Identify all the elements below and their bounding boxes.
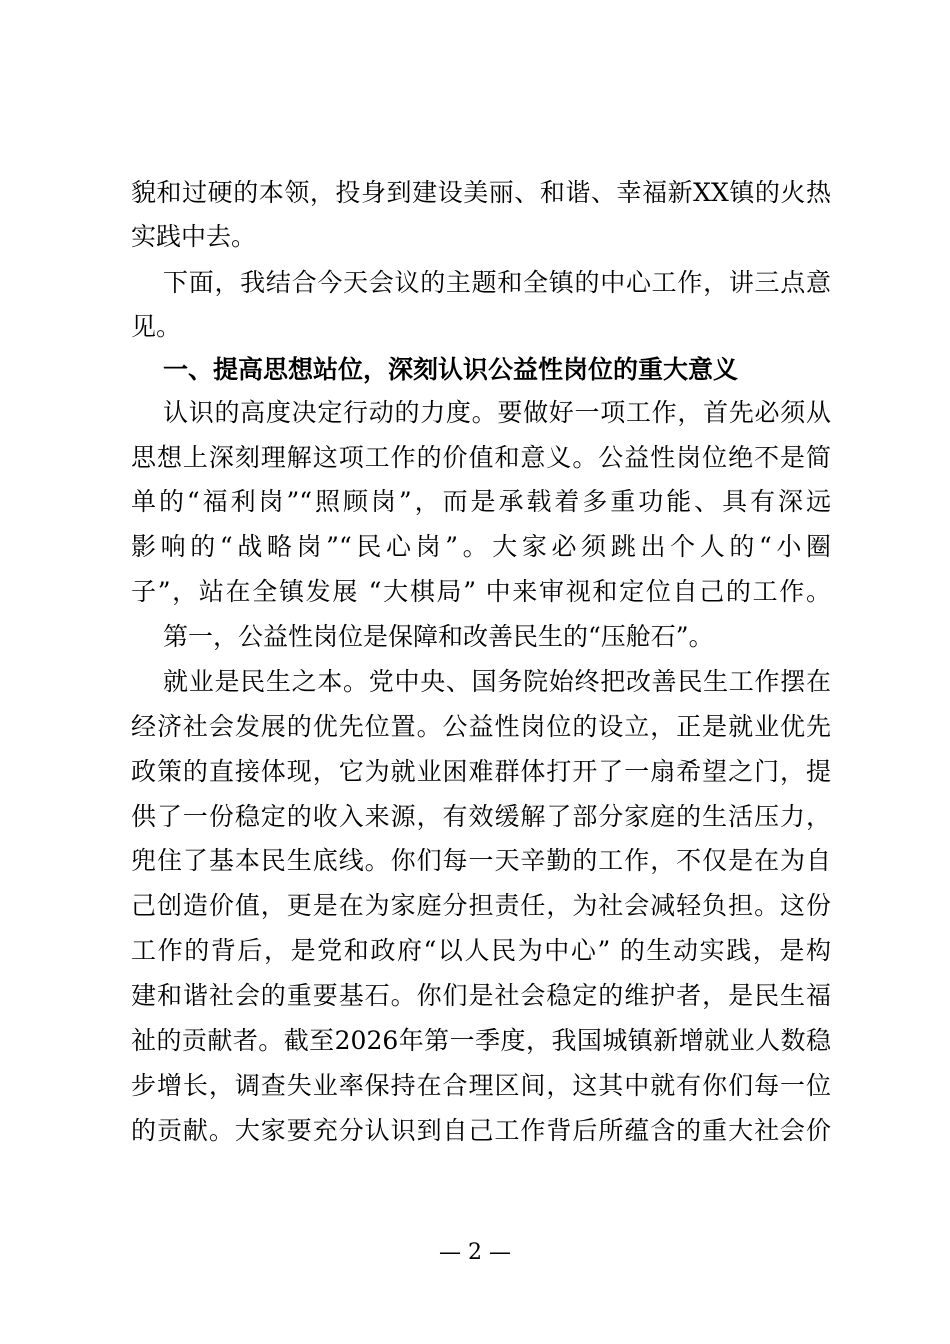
page-number: — 2 — — [439, 1240, 511, 1265]
text-line: 影响的“战略岗”“民心岗”。大家必须跳出个人的“小圈 — [131, 532, 831, 561]
text-line: 下面，我结合今天会议的主题和全镇的中心工作，讲三点意 — [163, 268, 831, 297]
section-heading: 一、提高思想站位，深刻认识公益性岗位的重大意义 — [163, 355, 739, 384]
text-line: 的贡献。大家要充分认识到自己工作背后所蕴含的重大社会价 — [131, 1116, 831, 1145]
text-line: 认识的高度决定行动的力度。要做好一项工作，首先必须从 — [163, 398, 831, 427]
text-line: 工作的背后，是党和政府“以人民为中心” 的生动实践，是构 — [131, 936, 831, 965]
text-line: 建和谐社会的重要基石。你们是社会稳定的维护者，是民生福 — [131, 981, 831, 1010]
text-line: 供了一份稳定的收入来源，有效缓解了部分家庭的生活压力， — [131, 802, 831, 831]
text-line: 兜住了基本民生底线。你们每一天辛勤的工作，不仅是在为自 — [131, 846, 831, 875]
text-line: 貌和过硬的本领，投身到建设美丽、和谐、幸福新XX镇的火热 — [131, 178, 831, 207]
text-line: 步增长，调查失业率保持在合理区间，这其中就有你们每一位 — [131, 1071, 831, 1100]
text-line: 实践中去。 — [131, 222, 257, 251]
text-line: 祉的贡献者。截至2026年第一季度，我国城镇新增就业人数稳 — [131, 1026, 831, 1055]
text-line: 子”，站在全镇发展 “大棋局” 中来审视和定位自己的工作。 — [131, 577, 831, 606]
subsection-heading: 第一，公益性岗位是保障和改善民生的“压舱石”。 — [163, 622, 714, 651]
text-line: 单的“福利岗”“照顾岗”，而是承载着多重功能、具有深远 — [131, 487, 831, 516]
text-line: 见。 — [131, 312, 182, 341]
text-line: 思想上深刻理解这项工作的价值和意义。公益性岗位绝不是简 — [131, 443, 831, 472]
text-line: 政策的直接体现，它为就业困难群体打开了一扇希望之门，提 — [131, 757, 831, 786]
text-line: 经济社会发展的优先位置。公益性岗位的设立，正是就业优先 — [131, 712, 831, 741]
text-line: 己创造价值，更是在为家庭分担责任，为社会减轻负担。这份 — [131, 891, 831, 920]
text-line: 就业是民生之本。党中央、国务院始终把改善民生工作摆在 — [163, 667, 831, 696]
